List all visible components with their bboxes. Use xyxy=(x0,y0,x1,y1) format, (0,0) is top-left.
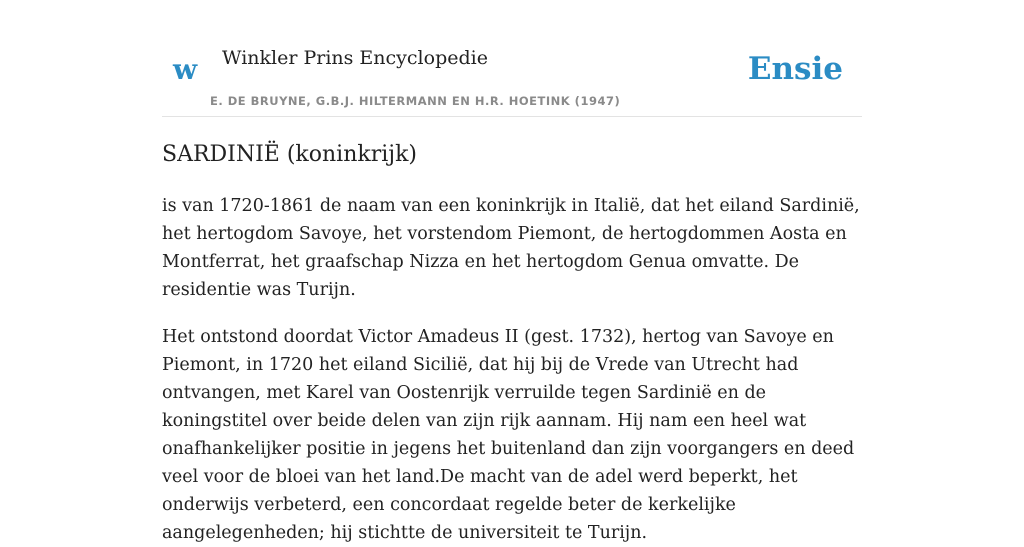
article-paragraph: Het ontstond doordat Victor Amadeus II (gest. 1732), hertog van Savoye en Piemont, in 1720 het eiland Sicilië, dat hij bij de Vrede van Utrecht had ontvangen, met Karel van Oostenrijk verruilde tegen Sardinië en de koningstitel over beide delen van zijn rijk aannam. Hij nam een heel wat onafhankelijker positie in jegens het buitenland dan zijn voorgangers en deed veel voor de bloei van het land.De macht van de adel werd beperkt, het onderwijs verbeterd, een concordaat regelde beter de kerkelijke aangelegenheden; hij stichtte de universiteit te Turijn. xyxy=(162,327,855,543)
article-paragraph: is van 1720-1861 de naam van een koninkrijk in Italië, dat het eiland Sardinië, het hertogdom Savoye, het vorstendom Piemont, de hertogdommen Aosta en Montferrat, het graafschap Nizza en het hertogdom Genua omvatte. De residentie was Turijn. xyxy=(162,196,860,300)
article xyxy=(162,136,862,547)
brand-logo[interactable]: Ensie xyxy=(747,51,843,87)
site-header xyxy=(162,0,862,117)
site-title: Winkler Prins Encyclopedie xyxy=(222,47,488,69)
logo-icon[interactable]: w xyxy=(173,53,198,86)
authors-line: E. DE BRUYNE, G.B.J. HILTERMANN EN H.R. HOETINK (1947) xyxy=(210,94,621,108)
article-title: SARDINIË (koninkrijk) xyxy=(162,142,417,167)
